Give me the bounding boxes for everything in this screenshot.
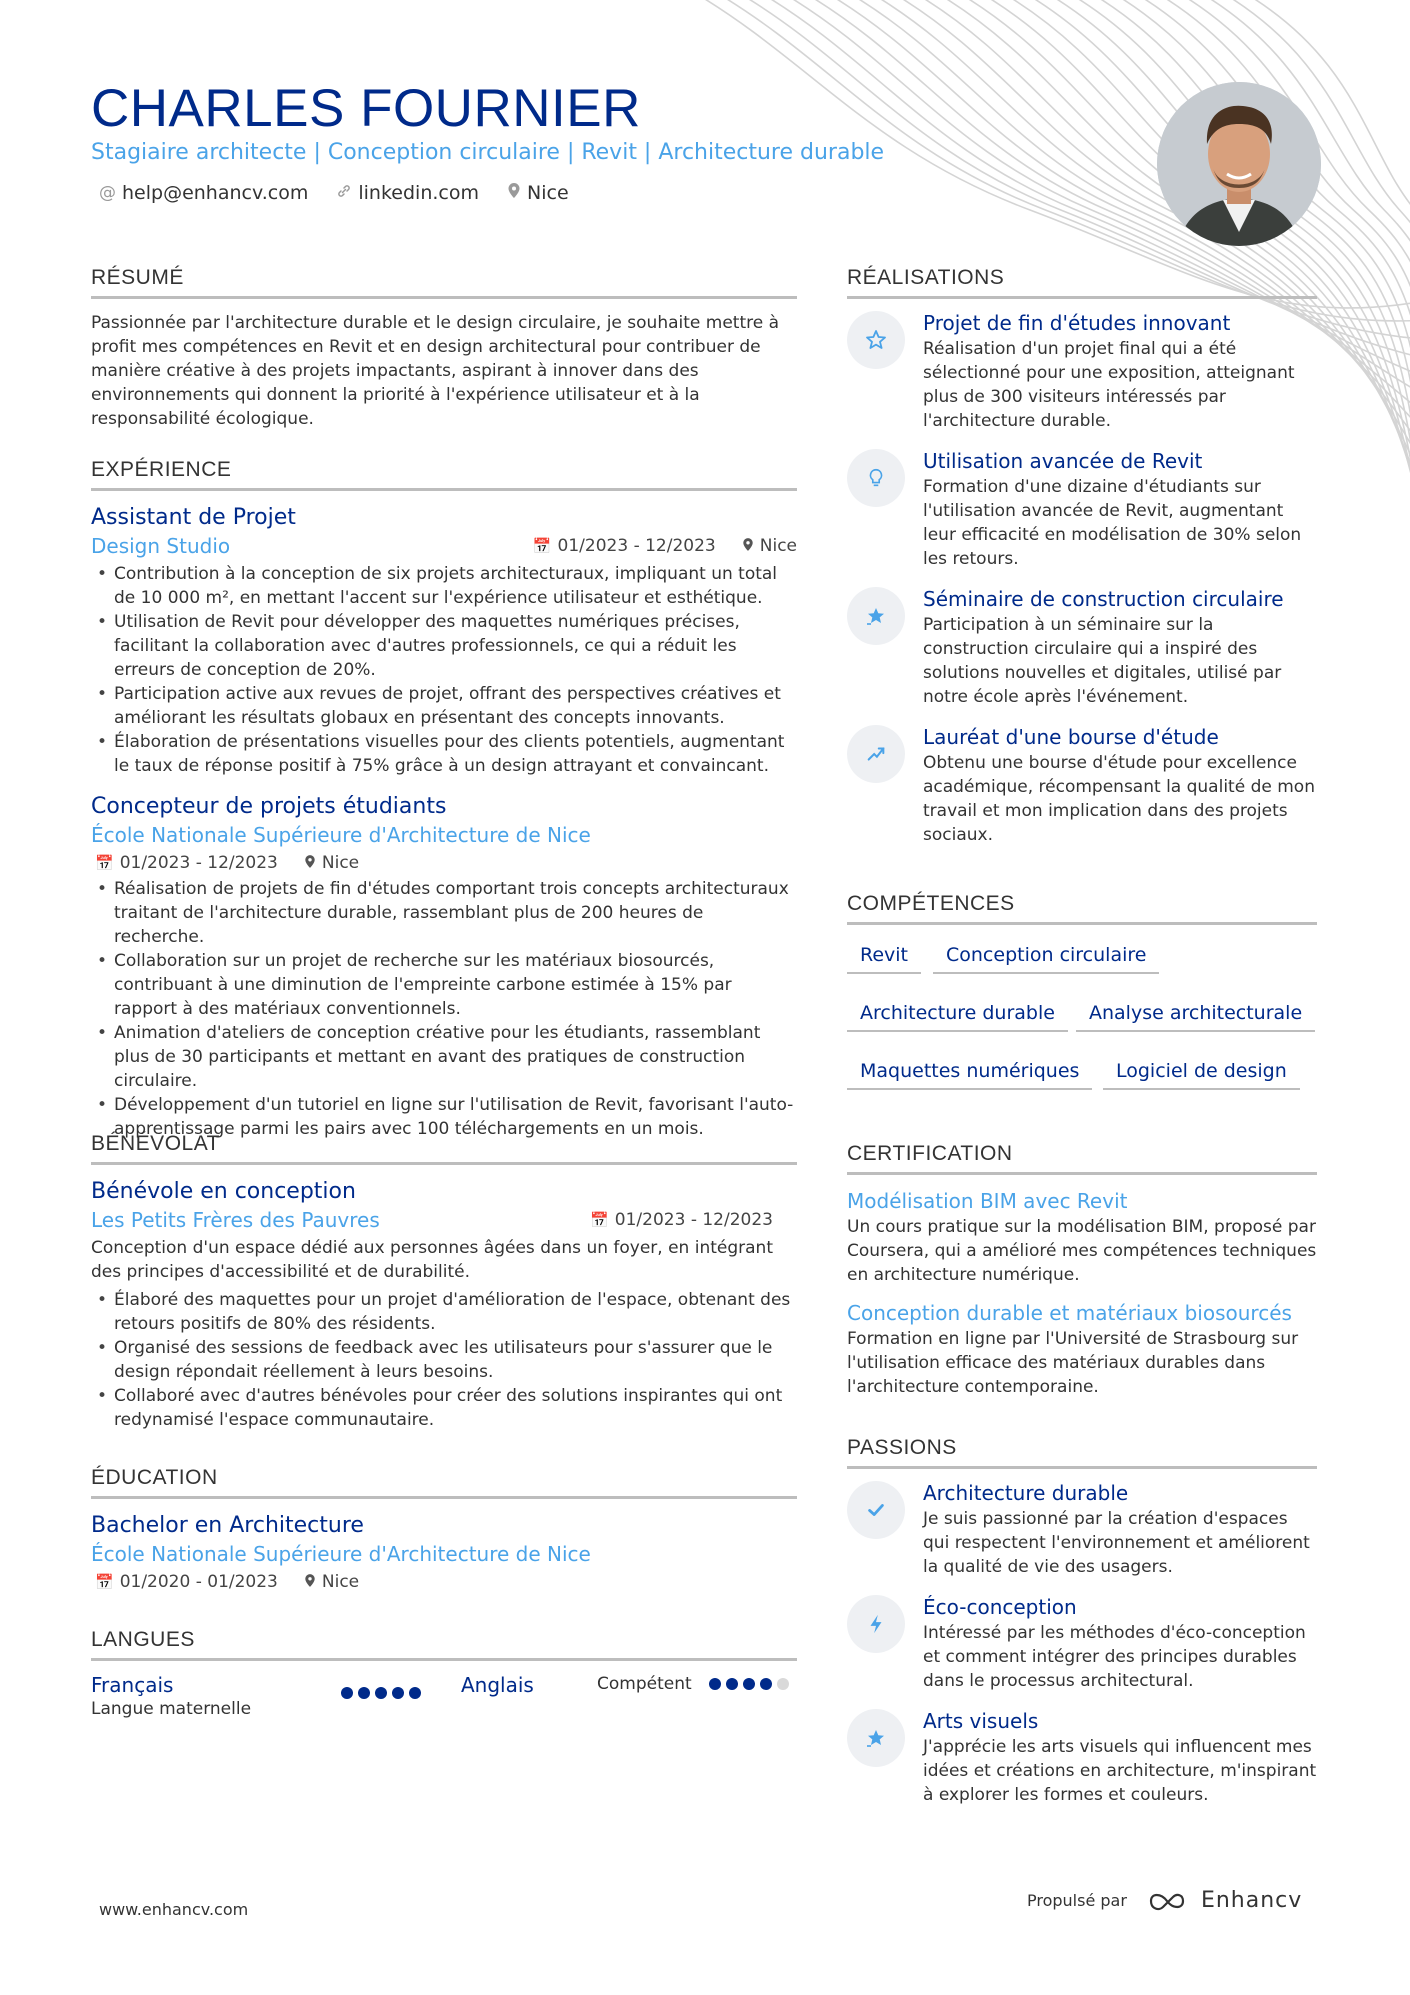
section-title: LANGUES [91,1628,797,1661]
calendar-icon: 📅 [95,1573,114,1591]
bullet-item: • Contribution à la conception de six projets architecturaux, impliquant un total de 10 000 m², en mettant l'accent sur l'expérience utilisateur et esthétique. [91,562,797,610]
section-title: COMPÉTENCES [847,892,1317,925]
job-bullets [91,562,797,778]
brand-logo[interactable] [1147,1888,1302,1913]
proficiency-dot-empty [777,1678,789,1690]
bullet-item: • Élaboration de présentations visuelles pour des clients potentiels, augmentant le taux de réponse positif à 75% grâce à un design attrayant et convaincant. [91,730,797,778]
location-text: Nice [321,1572,360,1592]
resume-page [91,0,1319,1995]
candidate-headline: Stagiaire architecte | Conception circulaire | Revit | Architecture durable [91,140,885,165]
footer-branding [1027,1888,1302,1913]
passion-desc: Intéressé par les méthodes d'éco-conception et comment intégrer des principes durables dans le processus architectural. [923,1623,1306,1691]
powered-by-text: Propulsé par [1027,1891,1127,1910]
proficiency-dot-filled [709,1678,721,1690]
dates-text: 01/2020 - 01/2023 [119,1572,278,1592]
star-badge-icon [847,587,905,645]
passion-title: Architecture durable [923,1481,1129,1505]
language-level: Langue maternelle [91,1699,252,1719]
experience-section [91,458,797,1141]
passion-desc: Je suis passionné par la création d'espaces qui respectent l'environnement et améliorent la qualité de vie des usagers. [923,1509,1310,1577]
bullet-item: • Élaboré des maquettes pour un projet d'amélioration de l'espace, obtenant des retours positifs de 80% des résidents. [91,1288,797,1336]
proficiency-dot-filled [392,1687,404,1699]
bolt-icon [847,1595,905,1653]
location-text: Nice [759,536,797,556]
bullet-item: • Réalisation de projets de fin d'études comportant trois concepts architecturaux traitant de l'architecture durable, rassemblant plus de 200 heures de recherche. [91,877,797,949]
achievement-desc: Obtenu une bourse d'étude pour excellence académique, récompensant la qualité de mon travail et mon implication dans des projets sociaux. [923,753,1315,845]
achievement-title: Utilisation avancée de Revit [923,449,1203,473]
achievement-item [847,311,1317,433]
dates-text: 01/2023 - 12/2023 [614,1210,773,1230]
skill-tag: Maquettes numériques [847,1060,1092,1090]
bullet-item: • Utilisation de Revit pour développer des maquettes numériques précises, facilitant la collaboration avec d'autres professionnels, ce qui a réduit les erreurs de conception de 20%. [91,610,797,682]
job-entry [91,505,797,778]
job-location [304,853,359,873]
achievement-desc: Participation à un séminaire sur la construction circulaire qui a inspiré des solutions nouvelles et digitales, utilisé par notre école après l'événement. [923,615,1282,707]
proficiency-dot-filled [341,1687,353,1699]
section-title: RÉSUMÉ [91,266,797,299]
brand-name: Enhancv [1200,1888,1303,1913]
passion-desc: J'apprécie les arts visuels qui influencent mes idées et créations en architecture, m'inspirant à explorer les formes et couleurs. [923,1737,1317,1805]
proficiency-dot-filled [358,1687,370,1699]
avatar [1157,82,1321,246]
achievement-title: Lauréat d'une bourse d'étude [923,725,1219,749]
passion-item [847,1595,1317,1693]
email-text: help@enhancv.com [122,182,309,204]
degree-title: Bachelor en Architecture [91,1513,364,1538]
volunteer-intro: Conception d'un espace dédié aux personnes âgées dans un foyer, en intégrant des principes d'accessibilité et de durabilité. [91,1238,773,1282]
star-outline-icon [847,311,905,369]
language-proficiency-dots [341,1687,421,1699]
contact-linkedin[interactable] [336,182,479,204]
link-icon [336,183,352,204]
at-icon: @ [99,183,116,203]
volunteer-section [91,1132,797,1432]
lightbulb-icon [847,449,905,507]
passion-item [847,1709,1317,1807]
certification-desc: Formation en ligne par l'Université de Strasbourg sur l'utilisation efficace des matériaux durables dans l'architecture contemporaine. [847,1329,1299,1397]
education-location [304,1572,359,1592]
proficiency-dot-filled [743,1678,755,1690]
languages-section [91,1628,797,1733]
achievement-item [847,449,1317,571]
contact-email[interactable] [99,182,308,204]
proficiency-dot-filled [760,1678,772,1690]
job-bullets [91,877,797,1141]
education-dates [95,1572,278,1592]
language-name: Anglais [461,1673,534,1697]
footer-website[interactable]: www.enhancv.com [99,1900,249,1919]
passion-title: Arts visuels [923,1709,1039,1733]
passions-section [847,1436,1317,1807]
bullet-item: • Collaboré avec d'autres bénévoles pour créer des solutions inspirantes qui ont redynamisé l'espace communautaire. [91,1384,797,1432]
skill-tag: Architecture durable [847,1002,1068,1032]
section-title: EXPÉRIENCE [91,458,797,491]
bullet-item: • Collaboration sur un projet de recherche sur les matériaux biosourcés, contribuant à une diminution de l'empreinte carbone estimée à 15% par rapport à des matériaux conventionnels. [91,949,797,1021]
calendar-icon: 📅 [590,1211,609,1229]
certification-section [847,1142,1317,1399]
organization-name: Les Petits Frères des Pauvres [91,1208,380,1232]
achievement-item [847,587,1317,709]
bullet-item: • Organisé des sessions de feedback avec les utilisateurs pour s'assurer que le design répondait réellement à leurs besoins. [91,1336,797,1384]
volunteer-title: Bénévole en conception [91,1179,356,1204]
trend-icon [847,725,905,783]
proficiency-dot-filled [726,1678,738,1690]
education-section [91,1466,797,1592]
location-pin-icon [304,854,316,873]
job-entry [91,794,797,1141]
section-title: CERTIFICATION [847,1142,1317,1175]
company-name: École Nationale Supérieure d'Architecture de Nice [91,823,591,847]
location-pin-icon [742,537,754,556]
dates-text: 01/2023 - 12/2023 [119,853,278,873]
passion-title: Éco-conception [923,1595,1077,1619]
infinity-logo-icon [1147,1889,1193,1913]
section-title: BÉNÉVOLAT [91,1132,797,1165]
calendar-icon: 📅 [95,854,114,872]
achievement-title: Projet de fin d'études innovant [923,311,1231,335]
achievement-desc: Réalisation d'un projet final qui a été sélectionné pour une exposition, atteignant plus de 300 visiteurs intéressés par l'architecture durable. [923,339,1295,431]
location-text: Nice [321,853,360,873]
job-dates [533,536,716,556]
proficiency-dot-filled [375,1687,387,1699]
language-name: Français [91,1673,174,1697]
proficiency-dot-filled [409,1687,421,1699]
star-badge-icon [847,1709,905,1767]
volunteer-bullets [91,1288,797,1432]
achievements-section [847,266,1317,847]
language-item [91,1673,251,1719]
achievement-desc: Formation d'une dizaine d'étudiants sur l'utilisation avancée de Revit, augmentant leur efficacité en modélisation de 30% selon les retours. [923,477,1302,569]
job-location [742,536,797,556]
location-pin-icon [304,1573,316,1592]
candidate-name: CHARLES FOURNIER [91,79,641,138]
achievement-title: Séminaire de construction circulaire [923,587,1284,611]
volunteer-dates [590,1210,773,1230]
location-text: Nice [527,182,569,204]
dates-text: 01/2023 - 12/2023 [557,536,716,556]
bullet-item: • Participation active aux revues de projet, offrant des perspectives créatives et améliorant les résultats globaux en présentant des concepts innovants. [91,682,797,730]
summary-section [91,266,797,431]
calendar-icon: 📅 [532,537,552,555]
skills-section [847,892,1317,1142]
job-title: Assistant de Projet [91,505,296,530]
location-pin-icon [507,182,521,204]
skill-tag: Analyse architecturale [1076,1002,1315,1032]
section-title: RÉALISATIONS [847,266,1317,299]
bullet-item: • Animation d'ateliers de conception créative pour les étudiants, rassemblant plus de 30 participants et mettant en avant des pratiques de construction circulaire. [91,1021,797,1093]
language-level: Compétent [597,1674,692,1694]
certification-desc: Un cours pratique sur la modélisation BIM, proposé par Coursera, qui a amélioré mes compétences techniques en architecture numérique. [847,1217,1317,1285]
section-title: ÉDUCATION [91,1466,797,1499]
language-proficiency-dots [709,1678,789,1690]
passion-item [847,1481,1317,1579]
job-title: Concepteur de projets étudiants [91,794,447,819]
skill-tag: Logiciel de design [1103,1060,1300,1090]
bullet-item: • Développement d'un tutoriel en ligne sur l'utilisation de Revit, favorisant l'auto-apprentissage parmi les pairs avec 100 téléchargements en un mois. [91,1093,797,1141]
company-name: Design Studio [91,534,231,558]
summary-text: Passionnée par l'architecture durable et le design circulaire, je souhaite mettre à profit mes compétences en Revit et en design architectural pour contribuer de manière créative à des projets impactants, aspirant à innover dans des environnements qui donnent la priorité à l'expérience utilisateur et à la responsabilité écologique. [91,313,780,429]
certification-title: Conception durable et matériaux biosourcés [847,1301,1292,1325]
contact-bar [99,182,569,204]
section-title: PASSIONS [847,1436,1317,1469]
check-icon [847,1481,905,1539]
school-name: École Nationale Supérieure d'Architecture de Nice [91,1542,591,1566]
achievement-item [847,725,1317,847]
skill-tag: Conception circulaire [933,944,1159,974]
certification-title: Modélisation BIM avec Revit [847,1189,1128,1213]
contact-location [507,182,569,204]
skill-tag: Revit [847,944,921,974]
linkedin-text: linkedin.com [358,182,479,204]
job-dates [95,853,278,873]
